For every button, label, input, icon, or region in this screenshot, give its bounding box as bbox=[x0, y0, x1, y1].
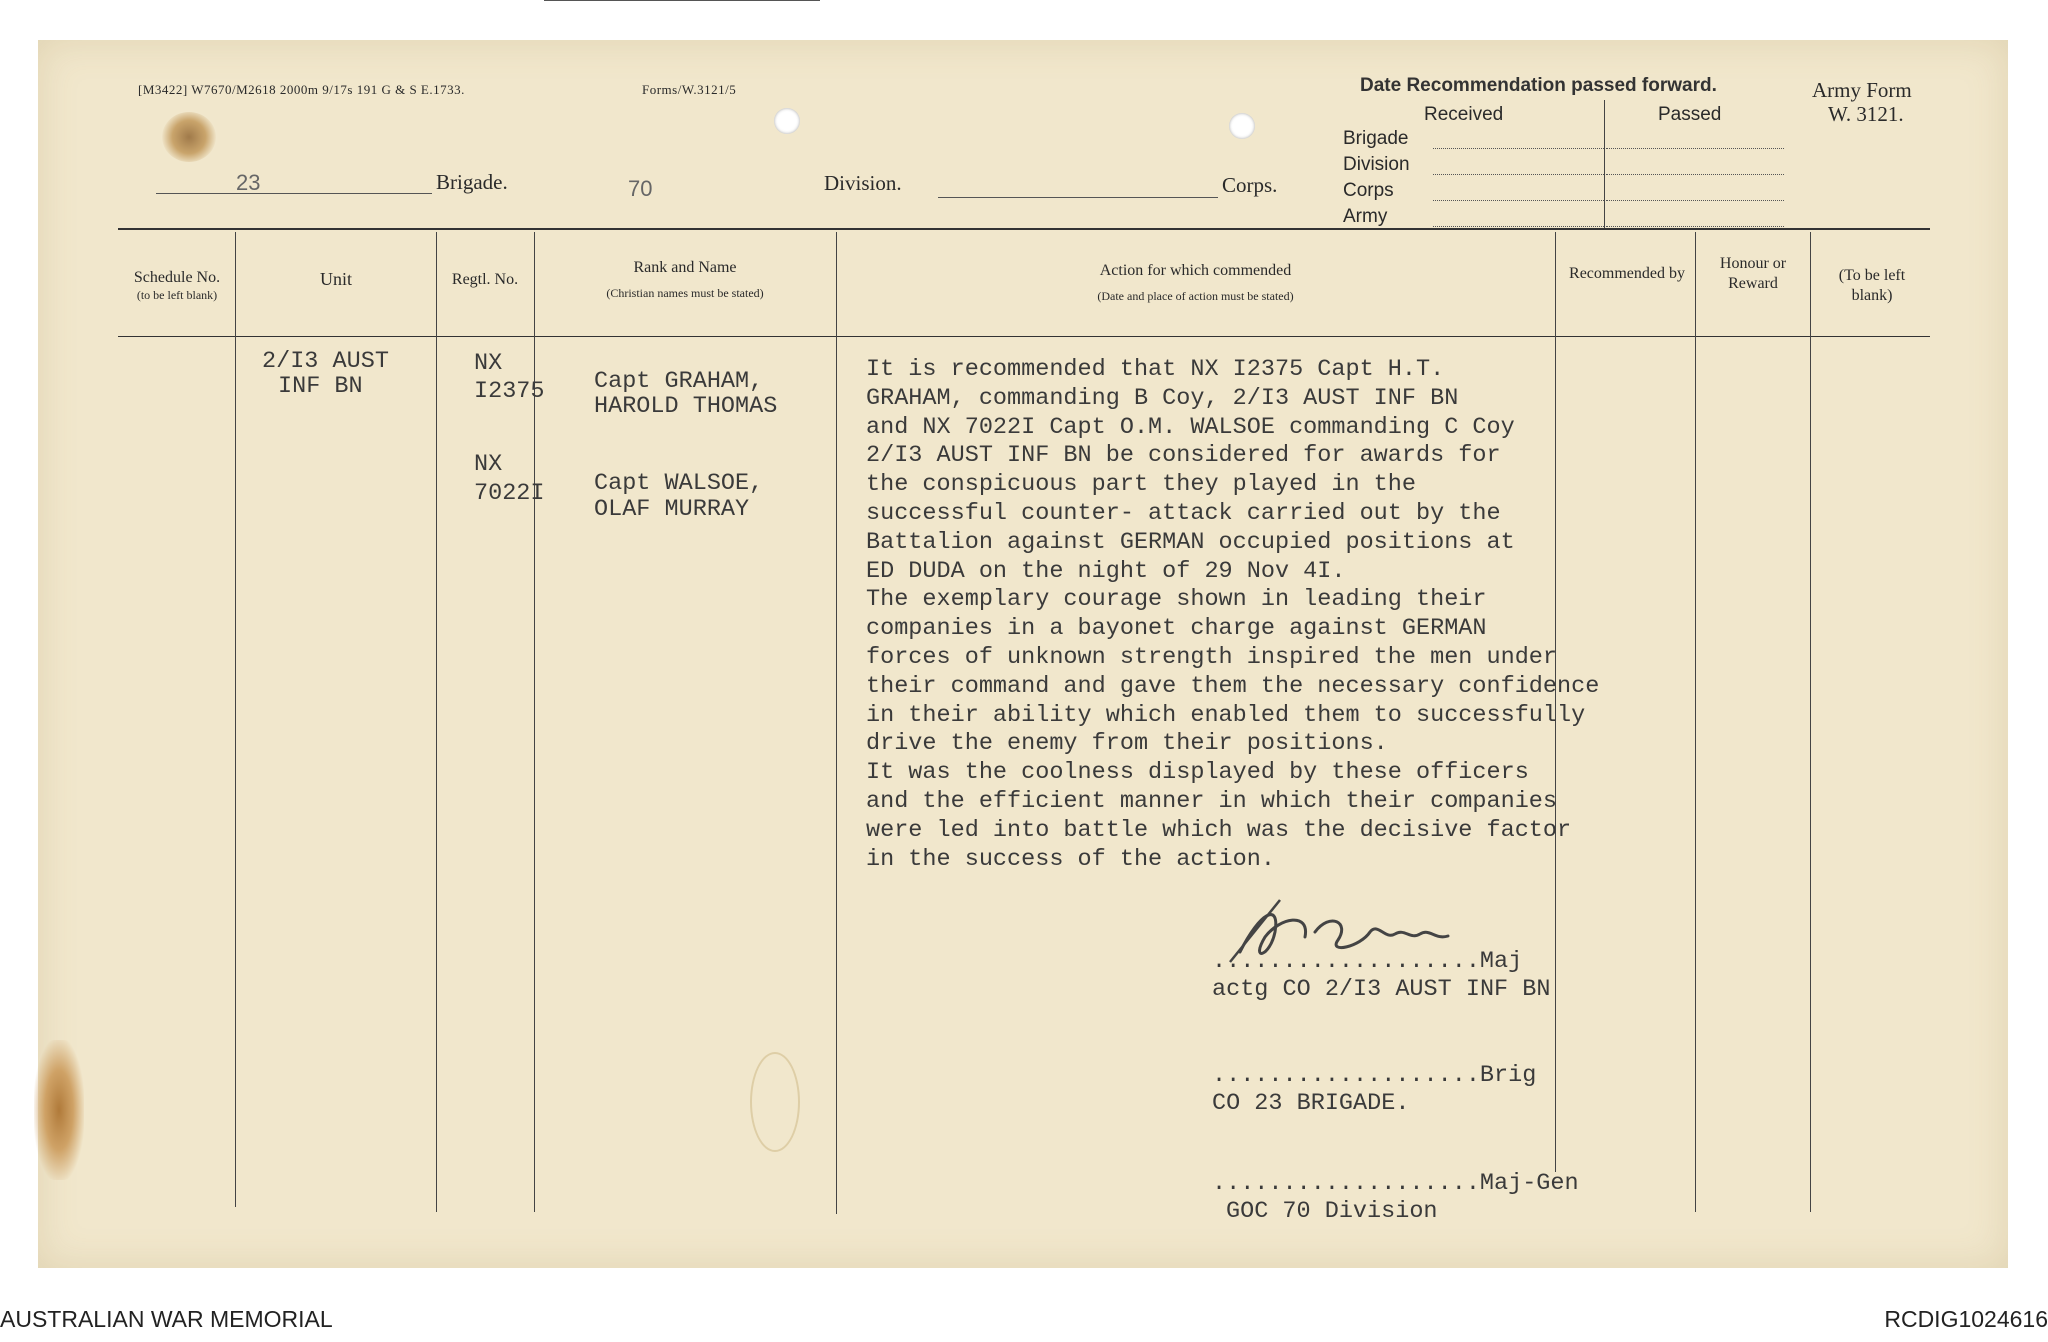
regtl-number: NX bbox=[474, 350, 503, 377]
footer-record-id: RCDIG1024616 bbox=[1884, 1306, 2048, 1332]
routing-row-label: Corps bbox=[1343, 180, 1394, 201]
routing-passed-label: Passed bbox=[1658, 104, 1722, 125]
header-left-blank: (To be left blank) bbox=[1838, 267, 1906, 304]
stain bbox=[750, 1052, 800, 1152]
signature-dots: ................... bbox=[1212, 1170, 1480, 1197]
routing-passed-dots bbox=[1606, 148, 1784, 149]
army-form-number: W. 3121. bbox=[1828, 102, 1904, 126]
brigade-label: Brigade. bbox=[436, 170, 508, 194]
routing-passed-dots bbox=[1606, 174, 1784, 175]
action-text-line: the conspicuous part they played in the bbox=[866, 471, 1416, 499]
signature-dots: ................... bbox=[1212, 948, 1480, 975]
header-schedule bbox=[118, 268, 236, 303]
routing-passed-dots bbox=[1606, 226, 1784, 227]
form-code: Forms/W.3121/5 bbox=[642, 82, 737, 97]
punch-hole bbox=[1229, 113, 1255, 139]
brigade-value: 23 bbox=[236, 170, 261, 195]
column-rule bbox=[235, 232, 236, 1207]
header-honour: Honour or Reward bbox=[1719, 255, 1787, 292]
regtl-number: I2375 bbox=[474, 378, 545, 405]
army-form-label: Army Form bbox=[1812, 78, 1912, 102]
action-text-line: forces of unknown strength inspired the men under bbox=[866, 644, 1558, 671]
routing-received-dots bbox=[1433, 148, 1604, 149]
signature-rank: Maj bbox=[1479, 948, 1523, 975]
action-text-line: in the success of the action. bbox=[866, 845, 1275, 873]
action-text-line: drive the enemy from their positions. bbox=[866, 730, 1388, 758]
header-rank-name bbox=[534, 258, 836, 301]
regtl-number: NX bbox=[474, 451, 503, 478]
routing-title: Date Recommendation passed forward. bbox=[1360, 75, 1717, 96]
signature-rank: Brig bbox=[1479, 1062, 1537, 1089]
stain bbox=[162, 112, 216, 162]
punch-hole bbox=[774, 108, 800, 134]
routing-row-label: Brigade bbox=[1343, 128, 1409, 149]
rank-name: Capt WALSOE, bbox=[594, 470, 764, 497]
signature-title: actg CO 2/I3 AUST INF BN bbox=[1212, 976, 1551, 1003]
column-rule bbox=[436, 232, 437, 1212]
rank-name: HAROLD THOMAS bbox=[594, 393, 778, 420]
rank-name: Capt GRAHAM, bbox=[594, 368, 764, 395]
action-text-line: It was the coolness displayed by these officers bbox=[866, 759, 1529, 787]
unit-line: INF BN bbox=[278, 373, 363, 400]
corps-underline bbox=[938, 197, 1218, 198]
header-rank-name-label: Rank and Name bbox=[633, 259, 737, 276]
action-text-line: and the efficient manner in which their companies bbox=[866, 788, 1558, 815]
action-text-line: GRAHAM, commanding B Coy, 2/I3 AUST INF BN bbox=[866, 384, 1459, 412]
table-header-rule bbox=[118, 336, 1930, 337]
brigade-underline bbox=[156, 193, 432, 194]
column-rule bbox=[1695, 232, 1696, 1212]
column-rule bbox=[836, 232, 837, 1214]
signature-rank: Maj-Gen bbox=[1479, 1170, 1579, 1197]
action-text-line: companies in a bayonet charge against GERMAN bbox=[866, 615, 1487, 643]
header-schedule-note: (to be left blank) bbox=[136, 288, 218, 302]
column-rule bbox=[1810, 232, 1811, 1212]
action-text-line: ED DUDA on the night of 29 Nov 4I. bbox=[866, 557, 1346, 585]
routing-row-label: Division bbox=[1343, 154, 1410, 175]
signature-title: GOC 70 Division bbox=[1226, 1198, 1438, 1225]
action-text-line: 2/I3 AUST INF BN be considered for awards for bbox=[866, 442, 1501, 470]
table-top-rule bbox=[118, 228, 1930, 230]
signature-title: CO 23 BRIGADE. bbox=[1212, 1090, 1410, 1117]
action-text-line: in their ability which enabled them to successfully bbox=[866, 701, 1586, 729]
routing-received-dots bbox=[1433, 174, 1604, 175]
action-text-line: It is recommended that NX I2375 Capt H.T. bbox=[866, 356, 1445, 383]
rank-name: OLAF MURRAY bbox=[594, 496, 750, 523]
regtl-number: 7022I bbox=[474, 480, 545, 507]
action-text-line: were led into battle which was the decisive factor bbox=[866, 816, 1572, 844]
corps-label: Corps. bbox=[1222, 173, 1278, 197]
action-text-line: successful counter- attack carried out by the bbox=[866, 500, 1501, 527]
footer-archive-name: AUSTRALIAN WAR MEMORIAL bbox=[0, 1306, 333, 1332]
routing-row-label: Army bbox=[1343, 206, 1388, 227]
action-text-line: The exemplary courage shown in leading their bbox=[866, 586, 1487, 614]
header-recommended: Recommended by bbox=[1569, 265, 1685, 282]
header-rank-name-note: (Christian names must be stated) bbox=[606, 286, 764, 300]
header-unit: Unit bbox=[319, 269, 352, 289]
action-text-line: their command and gave them the necessary confidence bbox=[866, 672, 1600, 700]
form-print-code: [M3422] W7670/M2618 2000m 9/17s 191 G & S E.1733. bbox=[138, 82, 465, 97]
routing-passed-dots bbox=[1606, 200, 1784, 201]
header-action bbox=[836, 261, 1555, 304]
routing-divider bbox=[1604, 100, 1605, 230]
header-schedule-label: Schedule No. bbox=[133, 269, 221, 286]
routing-received-dots bbox=[1433, 200, 1604, 201]
division-label: Division. bbox=[824, 171, 902, 195]
header-action-note: (Date and place of action must be stated) bbox=[1097, 289, 1294, 303]
action-text-line: Battalion against GERMAN occupied positions at bbox=[866, 528, 1515, 556]
header-regtl: Regtl. No. bbox=[451, 271, 519, 288]
signature-dots: ................... bbox=[1212, 1062, 1480, 1089]
division-underline bbox=[544, 0, 820, 1]
header-action-label: Action for which commended bbox=[1099, 262, 1292, 279]
unit-line: 2/I3 AUST bbox=[262, 348, 389, 375]
routing-received-dots bbox=[1433, 226, 1604, 227]
division-value: 70 bbox=[628, 176, 653, 201]
action-text-line: and NX 7022I Capt O.M. WALSOE commanding C Coy bbox=[866, 413, 1515, 441]
routing-received-label: Received bbox=[1424, 104, 1504, 125]
stain bbox=[34, 1040, 84, 1180]
